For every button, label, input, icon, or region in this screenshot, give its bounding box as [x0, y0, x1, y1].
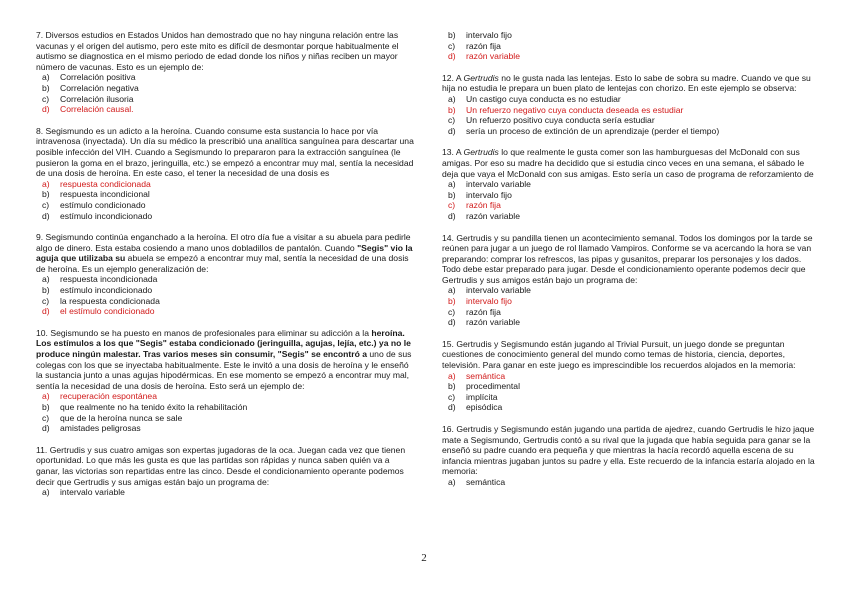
page-number: 2 [421, 552, 427, 564]
option-a: a) Correlación positiva [42, 72, 136, 83]
options-list [36, 391, 414, 433]
option-a: a) Un castigo cuya conducta es no estudiar [448, 93, 621, 104]
question-10 [36, 328, 414, 434]
question-15 [442, 339, 820, 413]
options-list [442, 94, 820, 136]
options-list [36, 179, 414, 221]
option-b: b) intervalo fijo [448, 30, 512, 40]
options-list [442, 30, 820, 62]
options-list [442, 179, 820, 221]
question-8 [36, 126, 414, 221]
option-c: c) la respuesta condicionada [42, 295, 160, 306]
bold-fragment: "Segis" vio la aguja que utilizaba su [36, 242, 413, 264]
options-list [36, 487, 414, 498]
question-stem: 13. A Gertrudis lo que realmente le gusta comer son las hamburguesas del McDonald con sus amigas. Por eso su madre ha decidido que si estudia cinco veces en una semana, el sábado le deja que vaya el McDonald con sus amigas. Esto sería un caso de programa de reforzamiento de [442, 147, 814, 179]
question-14 [442, 233, 820, 328]
bold-fragment: heroína. Los estímulos a los que "Segis" estaba condicionado (jeringuilla, agujas, lejía, etc.) ya no le produce ningún malestar. Tras varios meses sin consumir, "Segis" se encontró a [36, 327, 411, 360]
option-d-correct: d) el estímulo condicionado [42, 306, 155, 317]
italic-name: Gertrudis [463, 72, 499, 83]
option-a: a) semántica [448, 476, 506, 487]
options-list [442, 477, 820, 488]
option-c: c) implícita [448, 391, 498, 402]
question-11-continuation [442, 30, 820, 62]
option-d: d) sería un proceso de extinción de un aprendizaje (perder el tiempo) [448, 125, 720, 136]
option-a: a) intervalo variable [448, 285, 531, 296]
question-9 [36, 232, 414, 317]
option-a: a) respuesta incondicionada [42, 274, 158, 285]
option-d: d) razón variable [448, 210, 520, 221]
option-b: b) Correlación negativa [42, 82, 139, 93]
options-list [442, 371, 820, 413]
option-d: d) amistades peligrosas [42, 423, 141, 434]
option-d: d) episódica [448, 402, 503, 413]
left-column [36, 30, 414, 509]
option-a-correct: a) respuesta condicionada [42, 178, 151, 189]
option-b: b) que realmente no ha tenido éxito la rehabilitación [42, 402, 248, 412]
question-12 [442, 73, 820, 137]
question-16 [442, 424, 820, 488]
question-stem: 14. Gertrudis y su pandilla tienen un acontecimiento semanal. Todos los domingos por la tarde se reúnen para jugar a un juego de rol llamado Vampiros. Conforme se va acercando la hora se van preparando: comprar los refrescos, las pipas y gusanitos, preparar los personajes y los dados. Todo debe estar preparado para jugar. Desde el condicionamiento operante podemos decir que Gertrudis y sus amigos están bajo un programa de: [442, 232, 813, 285]
option-c: c) estímulo condicionado [42, 199, 146, 210]
options-list [36, 274, 414, 316]
option-b-correct: b) intervalo fijo [448, 296, 512, 307]
italic-name: Gertrudis [463, 147, 499, 158]
option-b: b) respuesta incondicional [42, 189, 150, 200]
option-c: c) que de la heroína nunca se sale [42, 412, 183, 423]
option-c: c) razón fija [448, 306, 501, 317]
option-c: c) razón fija [448, 40, 501, 51]
option-b: b) procedimental [448, 381, 520, 392]
question-stem: 15. Gertrudis y Segismundo están jugando al Trivial Pursuit, un juego donde se preguntan cuestiones de conocimiento general del mundo como temas de historia, ciencia, deportes, televisión. Para ganar en este juego es imprescindible los recuerdos alojados en la memoria: [442, 338, 796, 371]
option-b: b) intervalo fijo [448, 189, 512, 200]
options-list [36, 72, 414, 114]
option-a: a) intervalo variable [448, 179, 531, 190]
options-list [442, 285, 820, 327]
option-a-correct: a) semántica [448, 370, 506, 381]
right-column [442, 30, 820, 499]
question-stem: 7. Diversos estudios en Estados Unidos han demostrado que no hay ninguna relación entre las vacunas y el origen del autismo, pero este mito es difícil de desmontar porque habitualmente el autismo se diagnostica en el mismo periodo de edad donde los niños y niñas reciben un mayor número de vacunas. Esto es un ejemplo de: [36, 30, 399, 72]
question-stem: 16. Gertrudis y Segismundo están jugando una partida de ajedrez, cuando Gertrudis le hizo jaque mate a Segismundo, Gertrudis contó a su rival que la jugada que había seguida para ganar se la enseñó su padre cuando era pequeña y que mientras la hacía recordó aquella escena de su infancia mientras jugaban juntos su padre y ella. Este recuerdo de la infancia estaría alojado en la memoria: [442, 424, 815, 477]
option-b-correct: b) Un refuerzo negativo cuya conducta deseada es estudiar [448, 104, 684, 115]
option-c: c) Correlación ilusoria [42, 93, 134, 104]
option-a: a) intervalo variable [42, 487, 125, 498]
question-stem: 8. Segismundo es un adicto a la heroína. Cuando consume esta sustancia lo hace por vía intravenosa (inyectada). Un día su médico la prescribió una analítica sanguínea para descartar una posible infección del VIH. Cuando a Segismundo lo prepararon para la extracción sanguínea (le pusieron la goma en el brazo, jeringuilla, etc.) se empezó a encontrar muy mal, sentía la necesidad de una dosis de heroína. En este caso, el tener la necesidad de una dosis es [36, 125, 414, 179]
question-7 [36, 30, 414, 115]
question-stem: 10. Segismundo se ha puesto en manos de profesionales para eliminar su adicción a la heroína. Los estímulos a los que "Segis" estaba condicionado (jeringuilla, agujas, lejía, etc.) ya no le produce ningún malestar. Tras varios meses sin consumir, "Segis" se encontró a uno de sus colegas con los que se inyectaba habitualmente. Este le invitó a una dosis de heroína y le enseñó la sustancia junto a unas agujas hipodérmicas. En ese momento se empezó a encontrar muy mal, sentía la necesidad de una dosis de heroína. Esto será un ejemplo de: [36, 327, 412, 391]
option-c-correct: c) razón fija [448, 200, 501, 211]
option-a-correct: a) recuperación espontánea [42, 391, 157, 402]
question-stem: 12. A Gertrudis no le gusta nada las lentejas. Esto lo sabe de sobra su madre. Cuando ve que su hija no estudia le prepara un buen plato de lentejas con chorizo. En este ejemplo se observa: [442, 72, 811, 94]
question-11 [36, 445, 414, 498]
question-stem: 11. Gertrudis y sus cuatro amigas son expertas jugadoras de la oca. Juegan cada vez que tienen oportunidad. Lo que más les gusta es que las partidas son rápidas y nunca saben quién va a ganar, las victorias son repartidas entre las cinco. Desde el condicionamiento operante podemos decir que Gertrudis y sus amigas están bajo un programa de: [36, 444, 406, 487]
option-d: d) estímulo incondicionado [42, 210, 153, 221]
question-13 [442, 147, 820, 221]
option-b: b) estímulo incondicionado [42, 285, 153, 296]
question-stem: 9. Segismundo continúa enganchado a la heroína. El otro día fue a visitar a su abuela para pedirle algo de dinero. Esta estaba cosiendo a mano unos dobladillos de pantalón. Cuando "Segis" vio la aguja que utilizaba su abuela se empezó a encontrar muy mal, sentía la necesidad de una dosis de heroína. Es un ejemplo generalización de: [36, 232, 413, 274]
option-d: d) razón variable [448, 317, 520, 328]
option-d-correct: d) Correlación causal. [42, 104, 134, 115]
option-c: c) Un refuerzo positivo cuya conducta sería estudiar [448, 115, 655, 126]
option-d-correct: d) razón variable [448, 51, 520, 62]
